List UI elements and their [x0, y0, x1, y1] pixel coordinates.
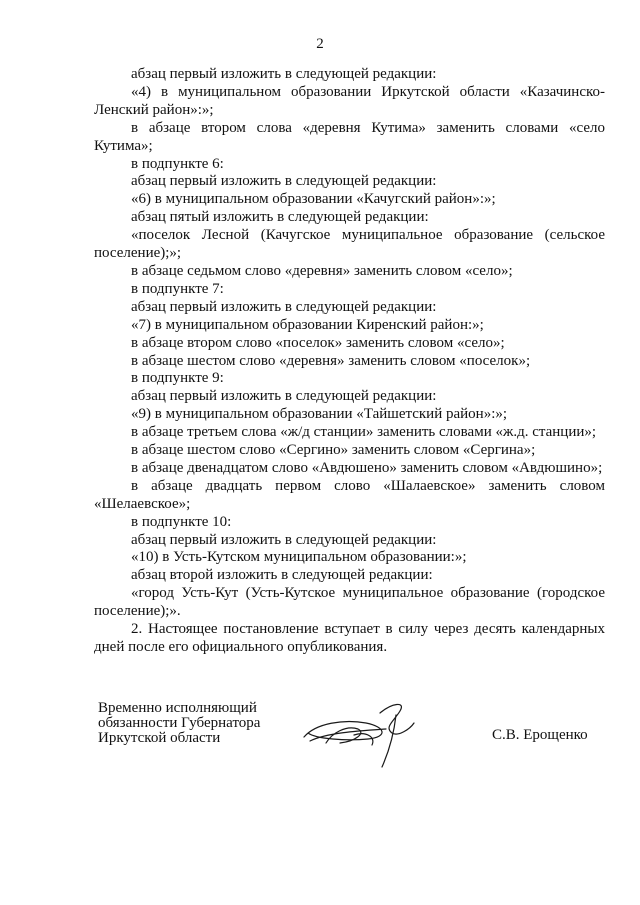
- paragraph: 2. Настоящее постановление вступает в силу через десять календарных дней после его официального опубликования.: [94, 621, 605, 655]
- paragraph: «6) в муниципальном образовании «Качугский район»:»;: [131, 191, 496, 208]
- paragraph: в подпункте 7:: [131, 280, 224, 297]
- paragraph: «4) в муниципальном образовании Иркутской области «Казачинско-Ленский район»:»;: [94, 83, 605, 118]
- paragraph: в подпункте 10:: [131, 513, 232, 530]
- paragraph: абзац первый изложить в следующей редакции:: [131, 531, 437, 548]
- paragraph: абзац первый изложить в следующей редакции:: [131, 66, 437, 82]
- paragraph: в абзаце шестом слово «деревня» заменить словом «поселок»;: [131, 352, 531, 369]
- paragraph: в абзаце двадцать первом слово «Шалаевское» заменить словом «Шелаевское»;: [94, 477, 605, 512]
- signatory-position: [98, 701, 260, 746]
- paragraph: «9) в муниципальном образовании «Тайшетский район»:»;: [131, 406, 508, 423]
- paragraph: в абзаце втором слова «деревня Кутима» заменить словами «село Кутима»;: [94, 119, 605, 154]
- page-number: 2: [316, 36, 324, 52]
- signatory-name: С.В. Ерощенко: [492, 727, 588, 743]
- paragraph: в абзаце втором слово «поселок» заменить словом «село»;: [131, 334, 505, 351]
- paragraph: в подпункте 6:: [131, 155, 224, 172]
- paragraph: «город Усть-Кут (Усть-Кутское муниципальное образование (городское поселение);».: [94, 585, 605, 620]
- document-body: [94, 66, 605, 657]
- paragraph: в абзаце третьем слова «ж/д станции» заменить словами «ж.д. станции»;: [131, 424, 597, 441]
- paragraph: абзац пятый изложить в следующей редакции:: [131, 209, 429, 226]
- paragraph: абзац второй изложить в следующей редакции:: [131, 567, 433, 584]
- handwritten-signature: [296, 693, 421, 773]
- paragraph: в абзаце седьмом слово «деревня» заменить словом «село»;: [131, 262, 513, 279]
- paragraph: «7) в муниципальном образовании Киренский район:»;: [131, 316, 484, 333]
- paragraph: «поселок Лесной (Качугское муниципальное образование (сельское поселение);»;: [94, 227, 605, 262]
- signatory-position-line-3: Иркутской области: [98, 730, 221, 746]
- paragraph: абзац первый изложить в следующей редакции:: [131, 173, 437, 190]
- paragraph: в абзаце шестом слово «Сергино» заменить словом «Сергина»;: [131, 442, 536, 459]
- signatory-position-line-1: Временно исполняющий: [98, 700, 257, 716]
- paragraph: абзац первый изложить в следующей редакции:: [131, 298, 437, 315]
- paragraph: в абзаце двенадцатом слово «Авдюшено» заменить словом «Авдюшино»;: [131, 459, 603, 476]
- signatory-position-line-2: обязанности Губернатора: [98, 715, 261, 731]
- paragraph: в подпункте 9:: [131, 370, 224, 387]
- paragraph: «10) в Усть-Кутском муниципальном образовании:»;: [131, 549, 467, 566]
- paragraph: абзац первый изложить в следующей редакции:: [131, 388, 437, 405]
